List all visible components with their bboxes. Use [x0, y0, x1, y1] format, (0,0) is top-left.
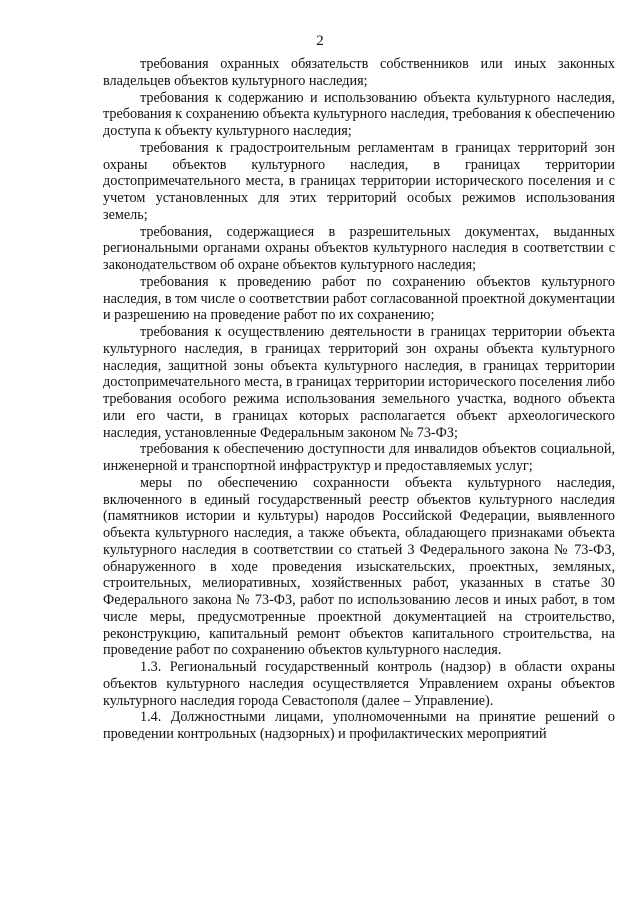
- paragraph-conservation-work-requirements: требования к проведению работ по сохранению объектов культурного наследия, в том числе о соответствии работ согласованной проектной документации и разрешению на проведение работ по их сохранению;: [103, 273, 615, 324]
- paragraph-urban-planning-requirements: требования к градостроительным регламентам в границах территорий зон охраны объектов культурного наследия, в границах территории достопримечательного места, в границах территории исторического поселения и с учетом установленных для этих территорий особых режимов использования земель;: [103, 139, 615, 223]
- paragraph-activity-requirements: требования к осуществлению деятельности в границах территории объекта культурного наследия, в границах территорий зон охраны объекта культурного наследия, защитной зоны объекта культурного наследия, в границах территории достопримечательного места, в границах территории исторического поселения либо требования особого режима использования земельного участка, водного объекта или его части, в границах которых располагается объект археологического наследия, установленные Федеральным законом № 73-ФЗ;: [103, 324, 615, 441]
- document-body: [103, 56, 615, 743]
- paragraph-maintenance-requirements: требования к содержанию и использованию объекта культурного наследия, требования к сохранению объекта культурного наследия, требования к обеспечению доступа к объекту культурного наследия;: [103, 89, 615, 139]
- paragraph-section-1-4: 1.4. Должностными лицами, уполномоченными на принятие решений о проведении контрольных (надзорных) и профилактических мероприятий: [103, 709, 615, 742]
- page-number: 2: [316, 33, 324, 49]
- paragraph-section-1-3: 1.3. Региональный государственный контроль (надзор) в области охраны объектов культурного наследия осуществляется Управлением охраны объектов культурного наследия города Севастополя (далее – Управление).: [103, 659, 615, 709]
- paragraph-accessibility-requirements: требования к обеспечению доступности для инвалидов объектов социальной, инженерной и транспортной инфраструктур и предоставляемых услуг;: [103, 441, 615, 474]
- paragraph-preservation-measures: меры по обеспечению сохранности объекта культурного наследия, включенного в единый государственный реестр объектов культурного наследия (памятников истории и культуры) народов Российской Федерации, выявленного объекта культурного наследия, а также объекта, обладающего признаками объекта культурного наследия в соответствии со статьей 3 Федерального закона № 73-ФЗ, обнаруженного в ходе проведения изыскательских, проектных, земляных, строительных, мелиоративных, хозяйственных работ, указанных в статье 30 Федерального закона № 73-ФЗ, работ по использованию лесов и иных работ, в том числе меры, предусмотренные проектной документацией на строительство, реконструкцию, капитальный ремонт объектов капитального строительства, на проведение работ по сохранению объектов культурного наследия.: [103, 474, 615, 659]
- paragraph-protection-obligations: требования охранных обязательств собственников или иных законных владельцев объектов культурного наследия;: [103, 56, 615, 89]
- paragraph-permit-requirements: требования, содержащиеся в разрешительных документах, выданных региональными органами охраны объектов культурного наследия в соответствии с законодательством об охране объектов культурного наследия;: [103, 223, 615, 273]
